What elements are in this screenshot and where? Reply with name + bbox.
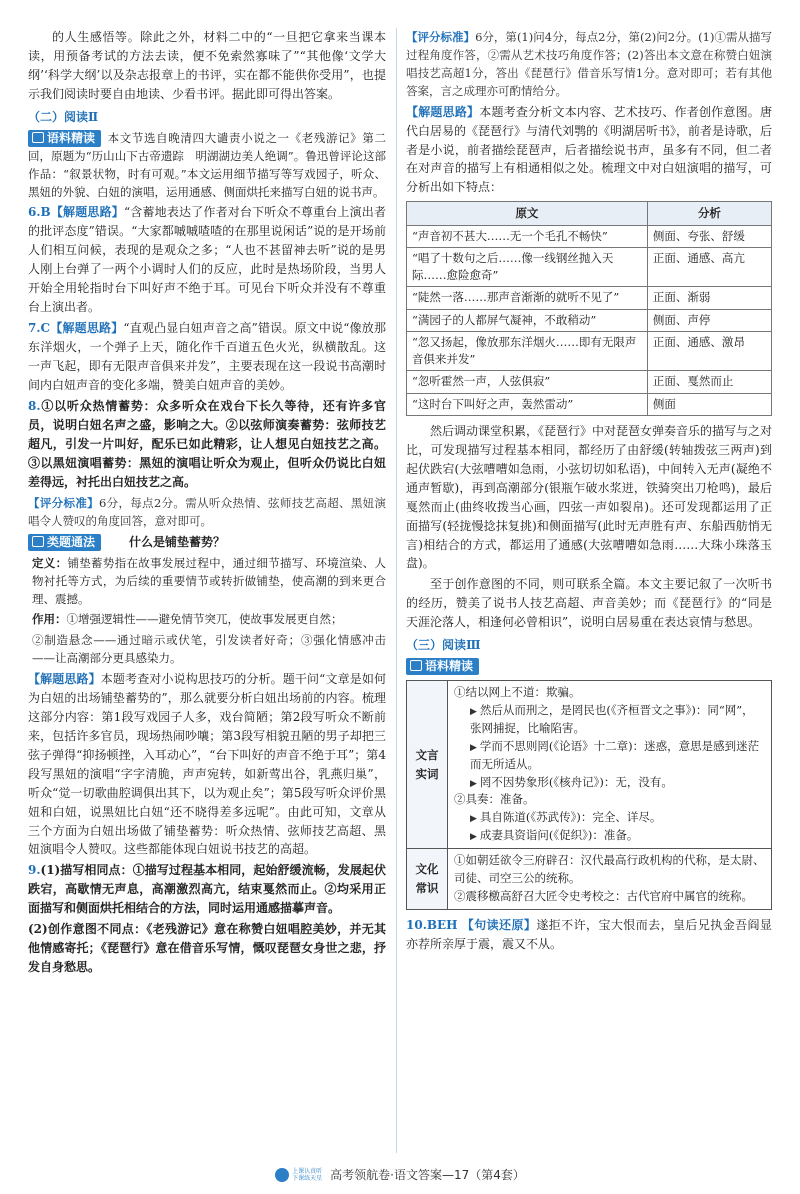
section-2-title: （二）阅读Ⅱ — [28, 109, 99, 124]
q8-think-text: 本题考查对小说构思技巧的分析。题干问“文章是如何为白妞的出场铺垫蓄势的”，那么就要分析白妞出场前的内容。梳理这部分内容：第1段写戏园子人多，戏台简陋；第2段写听众不断前来，包括许多官员，现场热闹吵嚷；第3段写相貌丑陋的男子却把三弦子弹得“抑扬顿挫，入耳动心”，“台下叫好的声音不绝于耳”；第4段写黑妞的演唱“字字清脆，声声宛转，如新莺出谷，乳燕归巢”，听众“觉一切歌曲腔调俱出其下，以为观止矣”；第5段写听众评价黑妞和白妞，说黑妞比白妞“还不晓得差多远呢”。由此可知，文章从三个方面为白妞出场做了铺垫蓄势：听众热情、弦师技艺高超、黑妞演唱令人赞叹。这些都能体现白妞说书技艺的高超。 — [28, 671, 386, 857]
intro-paragraph: 的人生感悟等。除此之外，材料二中的“一旦把它拿来当课本读，用预备考试的方法去读，便不免索然寡味了”“其他像‘文学大纲’‘科学大纲’以及杂志报章上的书评，实在都不能供你受用”，也提示我们阅读时要自由地读、少看书评。据此即可得出答案。 — [28, 30, 386, 101]
q8-number: 8. — [28, 398, 41, 413]
triangle-bullet-icon: ▶ — [470, 832, 477, 843]
q6-number: 6.B — [28, 205, 51, 220]
q9-number: 9. — [28, 863, 41, 878]
table-row: “忽又扬起，像放那东洋烟火……即有无限声音俱来并发” 正面、通感、激昂 — [407, 331, 772, 371]
q6-text: “含蓄地表达了作者对台下听众不尊重台上演出者的批评态度”错误。“大家都嘁嘁喳喳的在那里说闲话”说的是开场前人们相互问候，表现的是观众之多；“人也不甚留神去听”说的是男人刚上台弹了一两个小调时人们的反应，此时是热场阶段，当男人开始全用轮指时台下叫好声不绝于耳。可见台下听众并没有不尊重台上演出者。 — [28, 205, 386, 315]
table-row: “唱了十数句之后……像一线钢丝抛入天际……愈险愈奇” 正面、通感、高亢 — [407, 247, 772, 287]
page-footer — [0, 1165, 800, 1185]
yuliao-badge-2: 语料精读 — [406, 658, 479, 675]
q9-scoring-text: 6分，第(1)问4分，每点2分，第(2)问2分。(1)①需从描写过程角度作答，②需从艺术技巧角度作答；(2)答出本文意在称赞白妞演唱技艺高超1分，答出《琵琶行》借音乐写情1分。意对即可；若有其他答案，言之成理亦可酌情给分。 — [406, 30, 773, 99]
vocab-table — [406, 680, 772, 909]
q8-think — [28, 670, 386, 860]
table-header-analysis: 分析 — [647, 202, 771, 225]
q9-text-1: (1)描写相同点：①描写过程基本相同，起始舒缓流畅，发展起伏跌宕，高歇情无声息，高潮激烈高亢，结束戛然而止。②均采用正面描写和侧面烘托相结合的方法，同时运用通感描摹声音。 — [28, 863, 386, 916]
q6-tag: 【解题思路】 — [50, 205, 124, 220]
q9-answer-part2: (2)创作意图不同点：《老残游记》意在称赞白妞唱腔美妙，并无其他情感寄托；《琵琶行》意在借音乐写情，慨叹琵琶女身世之悲，抒发自身愁思。 — [28, 922, 386, 975]
analysis-table — [406, 201, 772, 415]
q8-scoring-tag: 【评分标准】 — [28, 495, 99, 510]
summary-text: 本文节选自晚清四大谴责小说之一《老残游记》第二回，原题为“历山山下古帝遗踪 明湖湖边美人绝调”。鲁迅曾评论这部作品：“叙景状物，时有可观。”本文运用细节描写等写戏园子，听众、黑妞的外貌、白妞的演唱，运用通感、侧面烘托来描写白妞的说书声。 — [28, 130, 386, 200]
triangle-bullet-icon: ▶ — [470, 778, 477, 789]
q8-scoring-text: 6分，每点2分。需从听众热情、弦师技艺高超、黑妞演唱令人赞叹的角度回答，意对即可。 — [28, 495, 387, 528]
q9-think-tag: 【解题思路】 — [406, 104, 480, 119]
table-row: “陡然一落……那声音渐渐的就听不见了” 正面、渐弱 — [407, 287, 772, 309]
tip-box — [28, 533, 386, 667]
q8-scoring — [28, 494, 386, 530]
culture-content: ①如朝廷欲令三府辟召：汉代最高行政机构的代称，是太尉、司徒、司空三公的统称。 ②震移檄高舒召大匠令史考校之：古代官府中属官的统称。 — [448, 849, 772, 909]
tip-title: 什么是铺垫蓄势？ — [129, 535, 226, 549]
q9-continuation-1: 然后调动课堂积累，《琵琶行》中对琵琶女弹奏音乐的描写与之对比，可发现描写过程基本相同，都经历了由舒缓(转轴拨弦三两声)到起伏跌宕(大弦嘈嘈如急雨，小弦切切如私语)，中间转入无声(凝绝不通声暂歇)，再到高潮部分(银瓶乍破水浆迸，铁骑突出刀枪鸣)，最后戛然而止(曲终收拨当心画，四弦一声如裂帛)。还可发现都运用了正面描写(轻拢慢捻抹复挑)和侧面描写(此时无声胜有声、东船西舫悄无言)相结合的方式，都运用了通感(大弦嘈嘈如急雨……大珠小珠落玉盘)。 — [406, 423, 773, 571]
q10-answer — [406, 916, 772, 954]
table-row: “这时台下叫好之声，轰然雷动” 侧面 — [407, 393, 772, 415]
logo-icon — [275, 1168, 289, 1182]
vocab-label: 文言实词 — [407, 681, 448, 849]
q7-answer — [28, 319, 386, 395]
q9-scoring-tag: 【评分标准】 — [406, 30, 476, 44]
tip-function-2: ②制造悬念——通过暗示或伏笔，引发读者好奇；③强化情感冲击——让高潮部分更具感染力。 — [32, 632, 386, 665]
q8-think-tag: 【解题思路】 — [28, 671, 101, 686]
right-column — [406, 28, 772, 955]
q8-answer — [28, 397, 386, 492]
q9-answer-part1 — [28, 861, 386, 918]
q9-continuation-2: 至于创作意图的不同，则可联系全篇。本文主要记叙了一次听书的经历，赞美了说书人技艺高超、声音美妙；而《琵琶行》的“同是天涯沦落人，相逢何必曾相识”，说明白居易重在表达哀情与愁思。 — [406, 577, 772, 630]
footer-text: 高考领航卷·语文答案—17（第4套） — [330, 1167, 525, 1182]
book-icon — [32, 132, 44, 143]
q9-think-text: 本题考查分析文本内容、艺术技巧、作者创作意图。唐代白居易的《琵琶行》与清代刘鹗的《明湖居听书》，前者是诗歌，后者是小说，前者描绘琵琶声，后者描绘说书声，虽多有不同，但二者在对声音的描写上有相通相似之处。梳理文中对白妞演唱的描写，可分析出如下特点： — [406, 104, 773, 195]
table-row: “忽听霍然一声，人弦俱寂” 正面、戛然而止 — [407, 371, 772, 393]
section-2-summary — [28, 129, 386, 202]
q6-answer — [28, 203, 386, 317]
q9-think — [406, 103, 772, 198]
q9-scoring — [406, 28, 772, 101]
q8-text: ①以听众热情蓄势：众多听众在戏台下长久等待，还有许多官员，说明白妞名声之盛，影响之大。②以弦师演奏蓄势：弦师技艺超凡，引发一片叫好，配乐已如此精彩，让人想见白妞技艺之高。③以黑妞演唱蓄势：黑妞的演唱让听众为观止，但听众仍说比白妞差得远，衬托出白妞技艺之高。 — [28, 398, 386, 489]
section-3-badge-row — [406, 657, 772, 676]
q10-tag: 【句读还原】 — [461, 917, 537, 932]
q10-number: 10.BEH — [406, 917, 458, 932]
table-row: “声音初不甚大……无一个毛孔不畅快” 侧面、夸张、舒缓 — [407, 225, 772, 247]
q7-text: “直观凸显白妞声音之高”错误。原文中说“像放那东洋烟火，一个弹子上天，随化作千百道五色火光，纵横散乱。这一声飞起，即有无限声音俱来并发”，主要表现在这一段说书高潮时间内白妞声音的变化多端，赞美白妞声音的美妙。 — [28, 321, 386, 392]
triangle-bullet-icon: ▶ — [470, 707, 477, 717]
culture-label: 文化常识 — [407, 849, 448, 909]
book-icon — [32, 536, 44, 547]
yuliao-badge: 语料精读 — [28, 130, 101, 147]
vocab-content: ①结以网上不道：欺骗。 ▶ 然后从而刑之，是罔民也(《齐桓晋文之事》)：同“网”，张网捕捉，比喻陷害。 ▶ 学而不思则罔(《论语》十二章)：迷惑，意思是感到迷茫而无所适从。 ▶ 罔不因势象形(《核舟记》)：无，没有。 ②具奏：准备。 ▶ 具自陈道(《苏武传》)：完全、详尽。 ▶ 成妻具资诣问(《促织》)：准备。 — [448, 681, 772, 849]
triangle-bullet-icon: ▶ — [470, 814, 477, 825]
left-column — [28, 28, 386, 979]
book-icon — [410, 660, 422, 671]
q7-number: 7.C — [28, 321, 51, 336]
tip-badge: 类题通法 — [28, 534, 101, 551]
table-header-original: 原文 — [407, 202, 648, 225]
tip-definition: 定义：铺垫蓄势指在故事发展过程中，通过细节描写、环境渲染、人物衬托等方式，为后续的重要情节或转折做铺垫，使高潮的到来更合理、震撼。 — [32, 555, 387, 607]
q10-text: 遂拒不许，宝大恨而去，皇后兄执金吾阎显亦荐所亲厚于震，震又不从。 — [406, 917, 772, 951]
brand-logo: 上课认真听 下课练天星 — [275, 1168, 322, 1182]
tip-function-1: 作用：①增强逻辑性——避免情节突兀，使故事发展更自然； — [32, 612, 343, 627]
column-divider — [396, 28, 397, 1153]
table-row: “满园子的人都屏气凝神，不敢稍动” 侧面、声停 — [407, 309, 772, 331]
q7-tag: 【解题思路】 — [50, 321, 124, 336]
section-3-title: （三）阅读Ⅲ — [406, 638, 481, 653]
triangle-bullet-icon: ▶ — [470, 742, 477, 753]
